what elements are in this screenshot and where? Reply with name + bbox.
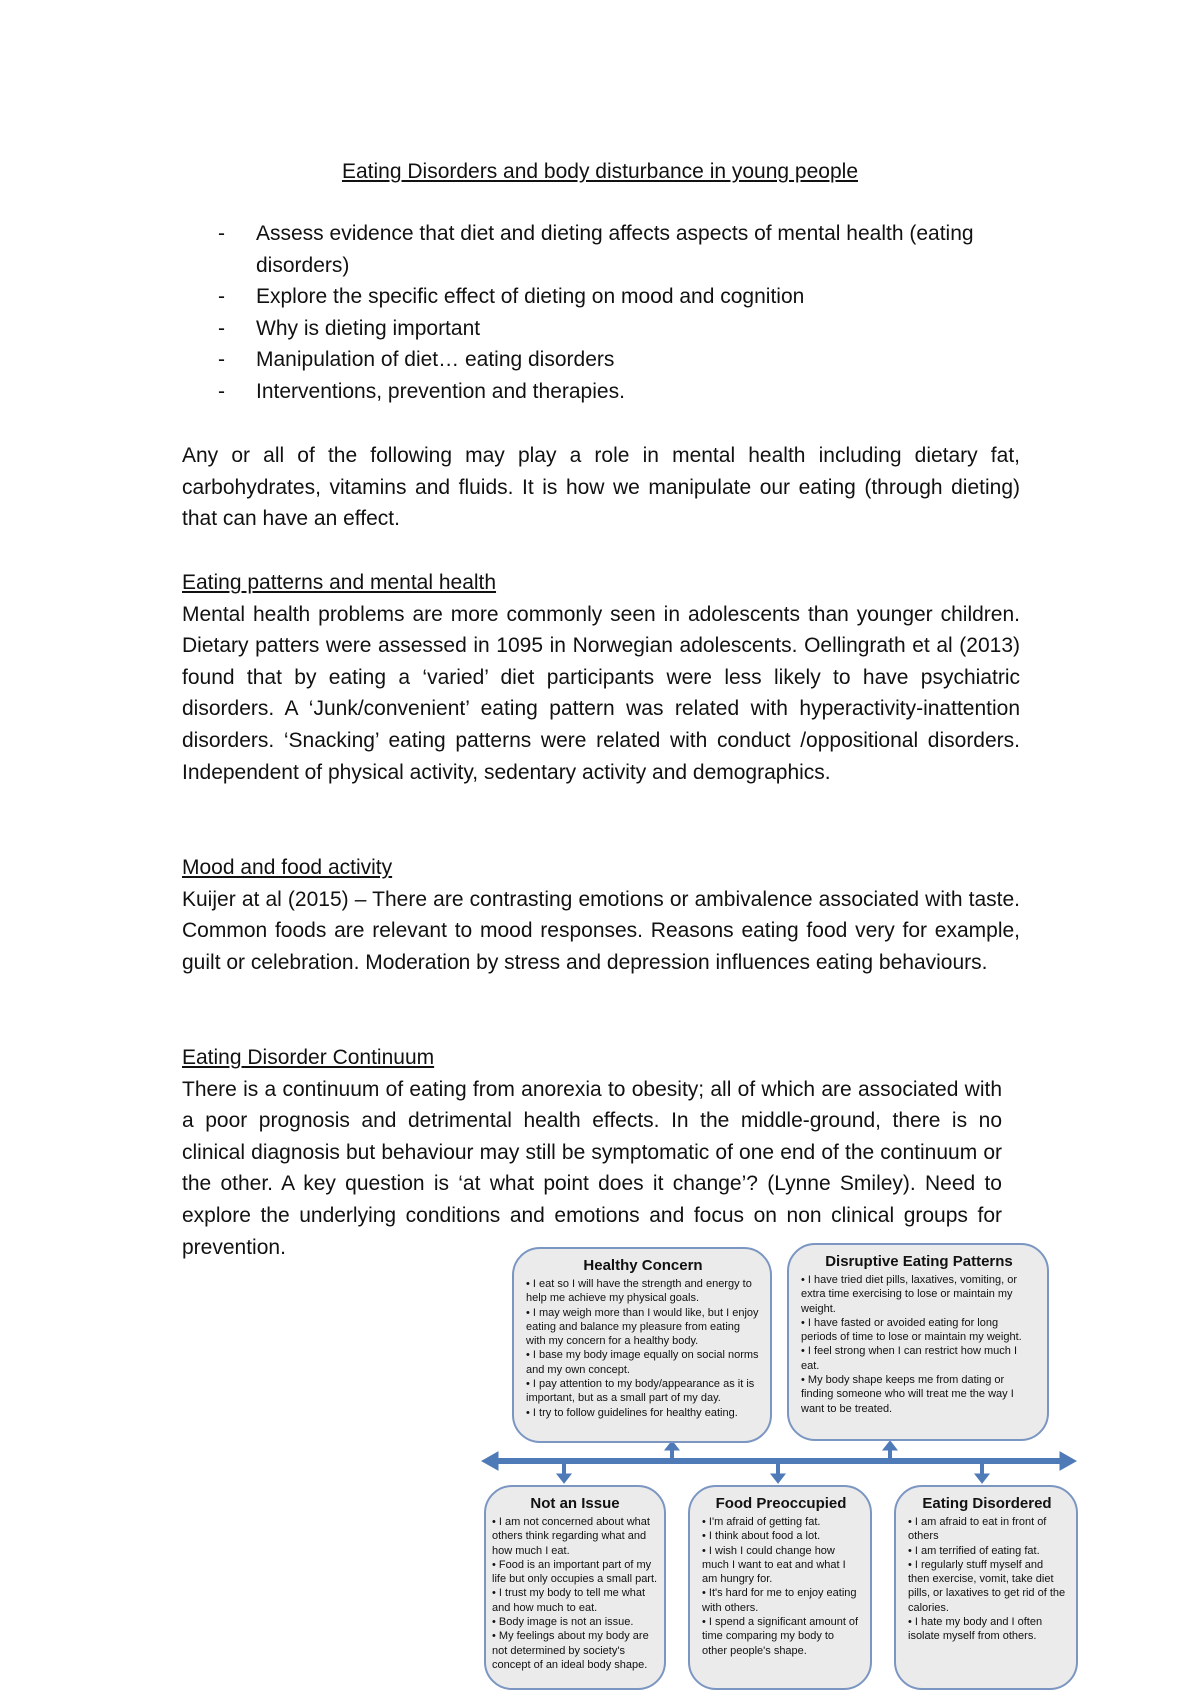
section-body: Mental health problems are more commonly seen in adolescents than younger children. Dietary patters were assessed in 1095 in Norwegian adolescents. Oellingrath et al (2013) found that by eating a ‘varied’ diet participants were less likely to have psychiatric disorders. A ‘Junk/convenient’ eating pattern was related with hyperactivity-inattention disorders. ‘Snacking’ eating patterns were related with conduct /oppositional disorders. Independent of physical activity, sedentary activity and demographics. bbox=[182, 602, 1020, 784]
box-item: • I feel strong when I can restrict how much I eat. bbox=[801, 1345, 1017, 1372]
section-heading: Eating patterns and mental health bbox=[182, 571, 497, 594]
section-mood-food bbox=[182, 852, 1020, 978]
box-item: • My feelings about my body are not determined by society's concept of an ideal body shape. bbox=[492, 1630, 649, 1671]
box-item: • I pay attention to my body/appearance as it is important, but as a small part of my day. bbox=[526, 1378, 755, 1405]
arrow-up-icon bbox=[883, 1441, 897, 1450]
objective-text: Why is dieting important bbox=[256, 316, 481, 340]
eating-continuum-diagram bbox=[480, 1245, 1080, 1695]
section-body: There is a continuum of eating from anorexia to obesity; all of which are associated with a poor prognosis and detrimental health effects. In the middle-ground, there is no clinical diagnosis but behaviour may still be symptomatic of one end of the continuum or the other. A key question is ‘at what point does it change’? (Lynne Smiley). Need to explore the underlying conditions and emotions and focus on non clinical groups for prevention. bbox=[182, 1077, 1002, 1259]
box-title: Disruptive Eating Patterns bbox=[825, 1253, 1013, 1270]
continuum-line bbox=[492, 1458, 1064, 1464]
box-item: • I regularly stuff myself and then exercise, vomit, take diet pills, or laxatives to get rid of the calories. bbox=[908, 1558, 1066, 1614]
box-item: • I try to follow guidelines for healthy eating. bbox=[526, 1406, 738, 1419]
objective-item bbox=[218, 376, 1018, 408]
box-item: • Food is an important part of my life but only occupies a small part. bbox=[492, 1558, 658, 1586]
box-eating-disordered bbox=[894, 1485, 1078, 1690]
box-item: • I think about food a lot. bbox=[702, 1530, 821, 1543]
section-heading: Mood and food activity bbox=[182, 856, 393, 879]
objective-text: Interventions, prevention and therapies. bbox=[256, 379, 625, 403]
arrow-down-icon bbox=[557, 1474, 571, 1483]
box-title: Not an Issue bbox=[530, 1495, 620, 1512]
box-item: • I wish I could change how much I want to eat and what I am hungry for. bbox=[702, 1544, 846, 1586]
box-not-an-issue bbox=[484, 1485, 666, 1690]
objective-item bbox=[218, 313, 1018, 345]
section-heading: Eating Disorder Continuum bbox=[182, 1046, 435, 1069]
arrow-down-icon bbox=[975, 1474, 989, 1483]
box-healthy-concern bbox=[512, 1247, 772, 1443]
box-item: • I am not concerned about what others think regarding what and how much I eat. bbox=[492, 1516, 650, 1557]
objective-item bbox=[218, 344, 1018, 376]
box-item: • I have fasted or avoided eating for long periods of time to lose or maintain my weight. bbox=[801, 1316, 1022, 1344]
objective-item bbox=[218, 281, 1018, 313]
box-title: Healthy Concern bbox=[583, 1257, 703, 1274]
bullet-dash: - bbox=[218, 379, 225, 403]
objectives-list bbox=[218, 218, 1018, 407]
box-item: • I base my body image equally on social norms and my own concept. bbox=[526, 1349, 759, 1376]
box-item: • I may weigh more than I would like, but I enjoy eating and balance my pleasure from eating with my concern for a healthy body. bbox=[526, 1306, 759, 1348]
box-item: • I trust my body to tell me what and how much to eat. bbox=[492, 1587, 646, 1614]
box-item: • It's hard for me to enjoy eating with others. bbox=[702, 1587, 857, 1614]
document-title: Eating Disorders and body disturbance in young people bbox=[341, 160, 858, 183]
section-eating-patterns bbox=[182, 567, 1020, 788]
box-title: Food Preoccupied bbox=[715, 1495, 847, 1512]
box-item: • I am terrified of eating fat. bbox=[908, 1544, 1040, 1557]
bullet-dash: - bbox=[218, 222, 225, 245]
section-body: Kuijer at al (2015) – There are contrasting emotions or ambivalence associated with taste. Common foods are relevant to mood responses. Reasons eating food very for example, guilt or celebration. Moderation by stress and depression influences eating behaviours. bbox=[182, 887, 1020, 974]
objective-text: Assess evidence that diet and dieting affects aspects of mental health (eating disorders) bbox=[256, 222, 974, 277]
arrow-down-icon bbox=[771, 1474, 785, 1483]
section-continuum bbox=[182, 1042, 1020, 1263]
objective-item bbox=[218, 218, 1018, 281]
arrow-right-head bbox=[1060, 1452, 1076, 1470]
arrow-left-head bbox=[482, 1452, 498, 1470]
intro-paragraph: Any or all of the following may play a role in mental health including dietary fat, carbohydrates, vitamins and fluids. It is how we manipulate our eating (through dieting) that can have an effect. bbox=[182, 444, 1020, 531]
box-disruptive-eating-patterns bbox=[787, 1243, 1049, 1441]
objective-text: Manipulation of diet… eating disorders bbox=[256, 348, 615, 371]
bullet-dash: - bbox=[218, 285, 225, 308]
box-item: • I eat so I will have the strength and energy to help me achieve my physical goals. bbox=[526, 1278, 752, 1305]
box-title: Eating Disordered bbox=[922, 1495, 1052, 1512]
box-item: • I hate my body and I often isolate myself from others. bbox=[908, 1616, 1043, 1643]
box-item: • I spend a significant amount of time comparing my body to other people's shape. bbox=[702, 1616, 859, 1657]
box-item: • Body image is not an issue. bbox=[492, 1616, 634, 1629]
box-item: • I am afraid to eat in front of others bbox=[908, 1516, 1047, 1543]
box-item: • I'm afraid of getting fat. bbox=[702, 1516, 821, 1528]
box-item: • My body shape keeps me from dating or finding someone who will treat me the way I want to be treated. bbox=[801, 1374, 1014, 1415]
box-item: • I have tried diet pills, laxatives, vomiting, or extra time exercising to lose or maintain my weight. bbox=[801, 1274, 1017, 1315]
bullet-dash: - bbox=[218, 348, 225, 371]
objective-text: Explore the specific effect of dieting on mood and cognition bbox=[256, 285, 805, 308]
bullet-dash: - bbox=[218, 316, 225, 340]
box-food-preoccupied bbox=[688, 1485, 872, 1690]
